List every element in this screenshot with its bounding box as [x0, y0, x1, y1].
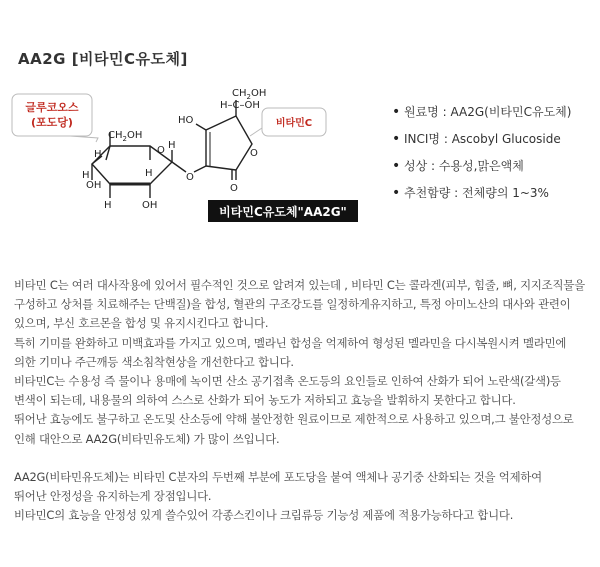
- glucose-h-4: H: [168, 140, 176, 151]
- description-line: 변색이 되는데, 내용물의 의하여 스스로 산화가 되어 농도가 저하되고 효능을 발휘하지 못한다고 합니다.: [14, 393, 516, 408]
- glucose-h-3: H: [145, 168, 153, 179]
- property-item: • INCI명 : Ascobyl Glucoside: [392, 131, 571, 158]
- property-item: • 성상 : 수용성,맑은액체: [392, 158, 571, 185]
- page-title: AA2G [비타민C유도체]: [18, 50, 188, 68]
- description-line: 있으며, 부신 호르몬을 합성 및 유지시킨다고 합니다.: [14, 316, 269, 331]
- description-text: [14, 276, 594, 526]
- vitc-o-ring: O: [250, 148, 258, 159]
- description-line: 비타민 C는 여러 대사작용에 있어서 필수적인 것으로 알려져 있는데 , 비타민 C는 콜라겐(피부, 힘줄, 뼈, 지지조직물을: [14, 278, 585, 292]
- glucose-h-5: H: [104, 200, 112, 211]
- description-line: 인해 대안으로 AA2G(비타민유도체) 가 많이 쓰입니다.: [14, 431, 280, 446]
- glucose-ch2oh: $CH_2OH$: [108, 130, 143, 143]
- description-line: 비타민C는 수용성 즉 물이나 용매에 녹이면 산소 공기접촉 온도등의 요인들로 인하여 산화가 되어 노란색(갈색)등: [14, 374, 561, 389]
- description-line: AA2G(비타민유도체)는 비타민 C분자의 두번째 부분에 포도당을 붙여 액체나 공기중 산화되는 것을 억제하여: [14, 470, 542, 485]
- description-line: 의한 기미나 주근깨등 색소침착현상을 개선한다고 합니다.: [14, 354, 294, 369]
- property-item: • 원료명 : AA2G(비타민C유도체): [392, 104, 571, 131]
- property-item: • 추천함량 : 전체량의 1~3%: [392, 185, 571, 212]
- description-line: 구성하고 상처를 치료해주는 단백질)을 합성, 혈관의 구조강도를 일정하게유지하고, 특정 아미노산의 대사와 관련이: [14, 297, 571, 312]
- aa2g-structure-diagram: [0, 80, 390, 240]
- glucose-oh-1: OH: [86, 180, 102, 191]
- glucose-h-2: H: [82, 170, 90, 181]
- description-line: 비타민C의 효능을 안정성 있게 쓸수있어 각종스킨이나 크림류등 기능성 제품에 적용가능하다고 합니다.: [14, 508, 514, 523]
- vitc-ch2oh: $CH_2OH$: [232, 88, 267, 101]
- paragraph-gap: [14, 449, 594, 468]
- vitc-h-c-oh: H–C–OH: [220, 100, 260, 111]
- vitc-o-carbonyl: O: [230, 183, 238, 194]
- glucose-h-1: H: [94, 149, 102, 160]
- ascorbic-ring: [194, 100, 252, 180]
- glucose-oh-3: OH: [142, 200, 158, 211]
- glucose-label-line1: 글루코오스: [25, 101, 79, 114]
- description-line: 뛰어난 효능에도 불구하고 온도및 산소등에 약해 불안정한 원료이므로 제한적으로 사용하고 있으며,그 불안정성으로: [14, 412, 574, 427]
- glucose-label-pointer: [70, 136, 98, 142]
- vitc-label: 비타민C: [275, 118, 313, 129]
- glucose-o-ring: O: [157, 145, 165, 156]
- glucose-label-line2: (포도당): [31, 116, 73, 129]
- vitc-ho: HO: [178, 115, 194, 126]
- glycosidic-o: O: [186, 172, 194, 183]
- property-list: [392, 104, 571, 212]
- description-line: 뛰어난 안정성을 유지하는게 장점입니다.: [14, 489, 212, 504]
- vitc-label-pointer: [250, 128, 262, 136]
- description-line: 특히 기미를 완화하고 미백효과를 가지고 있으며, 멜라닌 합성을 억제하여 형성된 멜라민을 다시복원시켜 멜라민에: [14, 335, 567, 350]
- caption-text: 비타민C유도체"AA2G": [219, 205, 347, 219]
